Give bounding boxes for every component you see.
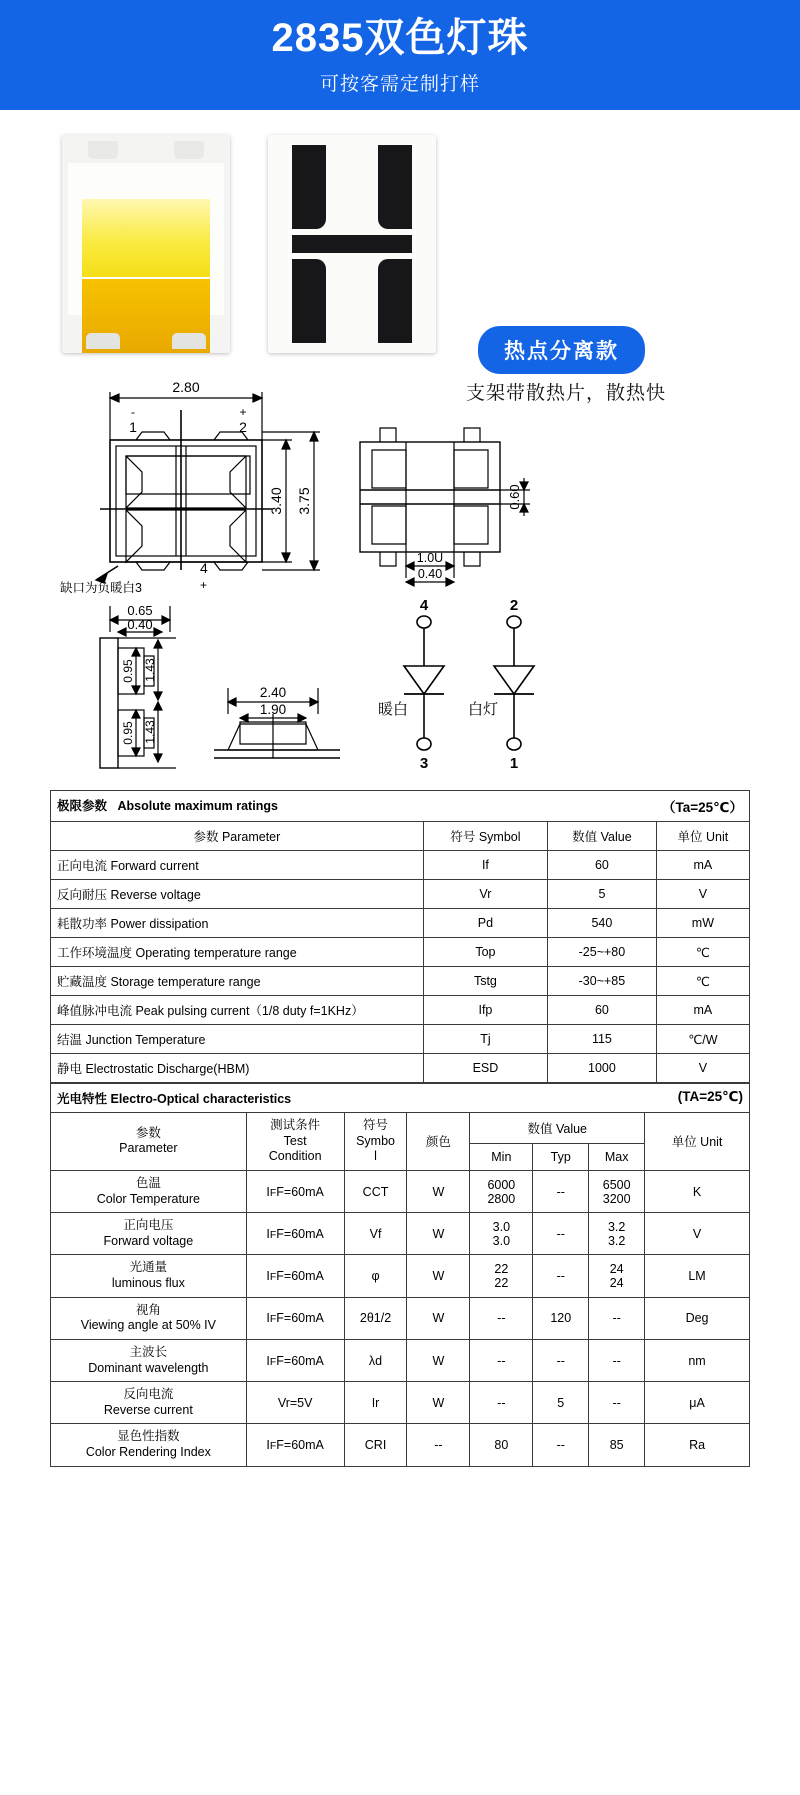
diode-warm-bot-pin: 3 [419,755,429,772]
opt-cell-test-condition: IFF=60mA [246,1297,344,1339]
opt-cell-parameter-cn: 显色性指数 [117,1429,180,1444]
table-row [51,1054,750,1083]
abs-cell-parameter: 正向电流 Forward current [51,851,424,880]
opt-cell-parameter [51,1297,247,1339]
opt-cell-test-condition: IFF=60mA [246,1170,344,1212]
opt-cell-parameter-en: Color Rendering Index [85,1445,211,1459]
abs-cell-value: -25~+80 [548,938,657,967]
dim-bottom-a: 2.40 [259,685,287,700]
pin-label-1: 1 [129,419,137,435]
opt-cell-parameter [51,1339,247,1381]
abs-cell-parameter: 结温 Junction Temperature [51,1025,424,1054]
dim-bottom-b: 1.90 [259,702,287,717]
opt-cell-max: 6500 3200 [589,1170,645,1212]
table-row [51,1255,750,1297]
opt-cell-unit: nm [645,1339,750,1381]
opt-cell-max: 24 24 [589,1255,645,1297]
opt-col-symbol [344,1113,407,1171]
opt-cell-min: 6000 2800 [470,1170,533,1212]
table-row [51,938,750,967]
opt-cell-typ: -- [533,1424,589,1466]
abs-cell-value: 60 [548,996,657,1025]
opt-cell-unit: LM [645,1255,750,1297]
opt-cell-symbol: CCT [344,1170,407,1212]
opt-header-row-1 [51,1113,750,1144]
feature-badge: 热点分离款 [478,326,645,374]
table-row [51,880,750,909]
page-title: 2835双色灯珠 [271,15,529,60]
technical-drawing-section [0,370,800,790]
opt-cell-color: W [407,1297,470,1339]
opt-col-symbol-en2: l [374,1149,377,1164]
opt-cell-color: W [407,1255,470,1297]
opt-cell-parameter-cn: 视角 [135,1302,161,1317]
opt-table-body [51,1170,750,1466]
page-subtitle: 可按客需定制打样 [319,73,480,95]
opt-table-title-row [51,1084,750,1113]
abs-cell-value: 60 [548,851,657,880]
opt-cell-parameter-cn: 反向电流 [123,1387,174,1402]
opt-col-max: Max [589,1144,645,1171]
abs-col-symbol: 符号 Symbol [423,822,547,851]
led-front-phosphor-view [62,135,230,353]
opt-cell-parameter [51,1382,247,1424]
abs-cell-unit: V [656,880,749,909]
feature-note: 支架带散热片，散热快 [466,383,667,404]
abs-cell-parameter: 静电 Electrostatic Discharge(HBM) [51,1054,424,1083]
opt-cell-parameter [51,1255,247,1297]
table-row [51,1424,750,1466]
opt-cell-max: -- [589,1339,645,1381]
led-back-electrode-view [268,135,436,353]
opt-cell-max: 3.2 3.2 [589,1213,645,1255]
opt-cell-min: -- [470,1297,533,1339]
electro-optical-characteristics-table [50,1083,750,1467]
opt-cell-color: W [407,1382,470,1424]
opt-cell-parameter [51,1213,247,1255]
dim-minus-sign: - [131,405,135,419]
opt-col-parameter [51,1113,247,1171]
table-row [51,1339,750,1381]
opt-cell-symbol: CRI [344,1424,407,1466]
opt-cell-max: -- [589,1382,645,1424]
abs-cell-symbol: Tstg [423,967,547,996]
opt-cell-parameter-cn: 色温 [135,1175,161,1190]
foot-left [86,333,120,349]
notch-note-label: 缺口为负暖白3 [60,581,142,595]
opt-col-test-condition [246,1113,344,1171]
abs-cell-symbol: Top [423,938,547,967]
abs-cell-parameter: 峰值脉冲电流 Peak pulsing current（1/8 duty f=1KHz） [51,996,424,1025]
abs-cell-unit: ℃ [656,938,749,967]
dim-pad-width: 0.40 [417,567,443,581]
abs-cell-unit: mA [656,851,749,880]
opt-cell-unit: μA [645,1382,750,1424]
opt-cell-typ: 120 [533,1297,589,1339]
abs-cell-symbol: Tj [423,1025,547,1054]
opt-cell-symbol: λd [344,1339,407,1381]
abs-col-parameter: 参数 Parameter [51,822,424,851]
table-row [51,1382,750,1424]
opt-cell-unit: V [645,1213,750,1255]
diode-warm-top-pin: 4 [419,597,429,614]
opt-cell-unit: K [645,1170,750,1212]
abs-cell-value: 1000 [548,1054,657,1083]
opt-title-condition: (TA=25℃) [677,1089,743,1104]
dim-left-c: 0.95 [121,659,135,683]
dim-side-thickness: 0.60 [507,484,522,510]
dim-left-d: 1.43 [143,658,157,682]
opt-col-symbol-cn: 符号 [363,1118,389,1132]
opt-cell-symbol: Ir [344,1382,407,1424]
opt-cell-min: 22 22 [470,1255,533,1297]
abs-cell-value: 5 [548,880,657,909]
opt-title-cn: 光电特性 [57,1092,108,1106]
opt-cell-color: W [407,1339,470,1381]
absolute-maximum-ratings-table [50,790,750,1083]
dim-outer-height: 3.75 [296,487,312,515]
opt-cell-parameter-cn: 光通量 [129,1260,168,1275]
dim-plus-sign-top: + [239,405,247,419]
opt-col-min: Min [470,1144,533,1171]
opt-cell-symbol: Vf [344,1213,407,1255]
dim-left-e: 0.95 [121,721,135,745]
dim-pad-gap: 1.0U [416,551,444,565]
abs-cell-unit: ℃/W [656,1025,749,1054]
dim-inner-height: 3.40 [268,487,284,515]
opt-title-en: Electro-Optical characteristics [110,1092,292,1106]
opt-cell-parameter-en: Forward voltage [103,1233,194,1248]
opt-cell-min: 80 [470,1424,533,1466]
opt-col-color: 颜色 [407,1113,470,1171]
abs-cell-symbol: Vr [423,880,547,909]
opt-cell-typ: -- [533,1339,589,1381]
table-row [51,851,750,880]
table-row [51,1170,750,1212]
opt-cell-parameter-en: Dominant wavelength [88,1360,209,1375]
abs-cell-value: 540 [548,909,657,938]
opt-col-parameter-cn: 参数 [135,1125,161,1140]
abs-cell-parameter: 贮藏温度 Storage temperature range [51,967,424,996]
dim-top-width: 2.80 [172,379,200,395]
opt-cell-typ: 5 [533,1382,589,1424]
abs-cell-symbol: Ifp [423,996,547,1025]
abs-cell-symbol: If [423,851,547,880]
diode-white-label: 白灯 [467,701,498,718]
electrode-bridge [292,235,412,253]
table-row [51,1297,750,1339]
abs-cell-parameter: 工作环境温度 Operating temperature range [51,938,424,967]
opt-cell-min: -- [470,1382,533,1424]
opt-cell-min: -- [470,1339,533,1381]
opt-col-unit: 单位 Unit [645,1113,750,1171]
opt-cell-parameter [51,1424,247,1466]
table-row [51,1213,750,1255]
opt-cell-color: W [407,1213,470,1255]
opt-cell-test-condition: IFF=60mA [246,1213,344,1255]
table-row [51,909,750,938]
dim-left-a: 0.65 [127,603,153,618]
opt-col-symbol-en1: Symbo [356,1133,395,1148]
pin-label-2: 2 [239,419,247,435]
abs-col-value: 数值 Value [548,822,657,851]
abs-title-cn: 极限参数 [57,799,108,813]
table-row [51,996,750,1025]
opt-cell-unit: Deg [645,1297,750,1339]
abs-cell-symbol: Pd [423,909,547,938]
opt-col-test-en2: Condition [268,1149,322,1164]
opt-cell-test-condition: IFF=60mA [246,1339,344,1381]
electrode-pad-4 [378,259,412,343]
opt-cell-test-condition: IFF=60mA [246,1424,344,1466]
opt-cell-color: -- [407,1424,470,1466]
opt-cell-symbol: 2θ1/2 [344,1297,407,1339]
electrode-pad-2 [378,145,412,229]
abs-header-row [51,822,750,851]
abs-title-condition: （Ta=25℃） [662,800,743,815]
opt-col-parameter-en: Parameter [119,1141,178,1156]
abs-cell-parameter: 耗散功率 Power dissipation [51,909,424,938]
notch-right [174,141,204,159]
opt-cell-typ: -- [533,1170,589,1212]
opt-cell-max: 85 [589,1424,645,1466]
electrode-pad-1 [292,145,326,229]
opt-col-typ: Typ [533,1144,589,1171]
opt-cell-test-condition: Vr=5V [246,1382,344,1424]
opt-col-test-cn: 测试条件 [270,1118,321,1132]
opt-cell-parameter-en: Color Temperature [96,1191,200,1206]
opt-cell-parameter-en: Viewing angle at 50% IV [80,1318,216,1333]
opt-col-test-en1: Test [283,1133,307,1148]
opt-cell-parameter-en: Reverse current [103,1402,193,1417]
dim-left-b: 0.40 [127,617,153,632]
package-body [68,163,224,315]
opt-cell-typ: -- [533,1213,589,1255]
opt-cell-parameter [51,1170,247,1212]
opt-cell-parameter-cn: 主波长 [129,1344,168,1359]
abs-cell-unit: mA [656,996,749,1025]
diode-white-top-pin: 2 [509,597,519,614]
abs-cell-unit: V [656,1054,749,1083]
abs-cell-unit: mW [656,909,749,938]
pin-label-4: 4 [200,560,208,576]
dim-left-f: 1.43 [143,720,157,744]
opt-cell-unit: Ra [645,1424,750,1466]
electrode-pad-3 [292,259,326,343]
abs-title-en: Absolute maximum ratings [117,799,278,813]
abs-col-unit: 单位 Unit [656,822,749,851]
opt-cell-max: -- [589,1297,645,1339]
dimension-drawings-svg [0,370,800,790]
abs-cell-parameter: 反向耐压 Reverse voltage [51,880,424,909]
abs-table-body [51,851,750,1083]
diode-warm-label: 暖白 [377,701,408,718]
page-banner [0,0,800,110]
opt-cell-test-condition: IFF=60mA [246,1255,344,1297]
opt-col-value-group: 数值 Value [470,1113,645,1144]
diode-white-bot-pin: 1 [509,755,519,772]
opt-cell-parameter-cn: 正向电压 [123,1218,174,1233]
dim-plus-sign-bottom: + [200,578,208,592]
abs-cell-unit: ℃ [656,967,749,996]
cool-white-die [82,199,210,277]
opt-cell-typ: -- [533,1255,589,1297]
table-row [51,1025,750,1054]
notch-left [88,141,118,159]
opt-cell-symbol: φ [344,1255,407,1297]
opt-cell-color: W [407,1170,470,1212]
abs-table-title-row [51,791,750,822]
specification-tables [0,790,800,1495]
abs-cell-symbol: ESD [423,1054,547,1083]
foot-right [172,333,206,349]
abs-cell-value: 115 [548,1025,657,1054]
table-row [51,967,750,996]
abs-cell-value: -30~+85 [548,967,657,996]
opt-cell-min: 3.0 3.0 [470,1213,533,1255]
opt-cell-parameter-en: luminous flux [111,1276,185,1290]
